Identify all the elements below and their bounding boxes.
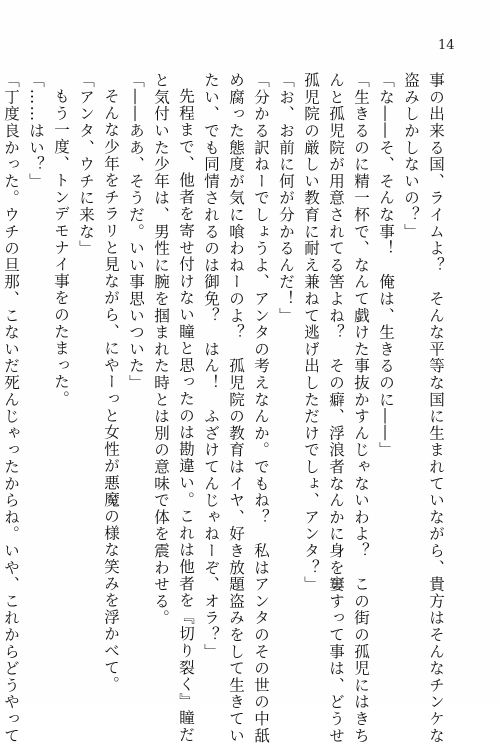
text-line: 先程まで、他者を寄せ付けない瞳と思ったのは勘違い。これは他者を『切り裂く』瞳だ: [177, 87, 195, 743]
text-line: 盗みしかしないの？」: [402, 72, 420, 240]
text-line: 「丁度良かった。ウチの旦那、こないだ死んじゃったからね。いや、これからどうやって: [2, 72, 20, 744]
text-line: 「生きるのに精一杯で、なんて戯けた事抜かすんじゃないわよ？ この街の孤児にはきち: [352, 72, 370, 744]
text-line: 「お、お前に何が分かるんだ！」: [277, 72, 295, 324]
text-line: そんな少年をチラリと見ながら、にやーっと女性が悪魔の様な笑みを浮かべて。: [102, 87, 120, 693]
text-line: め腐った態度が気に喰わねーのよ？ 孤児院の教育はイヤ、好き放題盗みをして生きてい: [227, 72, 245, 744]
text-line: 「な――そ、そんな事！ 俺は、生きるのに――」: [377, 72, 395, 459]
vertical-text-body: [0, 72, 448, 744]
text-line: 「――ああ、そうだ。いい事思いついた」: [127, 72, 145, 392]
text-line: 「分かる訳ねーでしょうよ、アンタの考えなんか。でもね？ 私はアンタのその世の中舐: [252, 72, 270, 744]
text-line: もう一度、トンデモナイ事をのたまった。: [52, 87, 70, 407]
text-line: たい、でも同情されるのは御免？ はん！ ふざけてんじゃねーぞ、オラ？」: [202, 72, 220, 660]
text-line: んと孤児院が用意されてる筈よね？ その癖、浮浪者なんかに身を窶すって事は、どうせ: [327, 72, 345, 744]
page-number: 14: [438, 38, 455, 53]
text-line: 孤児院の厳しい教育に耐え兼ねて逃げ出しただけでしょ、アンタ？」: [302, 72, 320, 593]
text-line: 事の出来る国、ライムよ？ そんな平等な国に生まれていながら、貴方はそんなチンケな: [427, 72, 445, 744]
text-line: 「アンタ、ウチに来な」: [77, 72, 95, 257]
text-line: 「……はい？」: [27, 72, 45, 190]
text-line: と気付いた少年は、男性に腕を掴まれた時とは別の意味で体を震わせる。: [152, 72, 170, 627]
